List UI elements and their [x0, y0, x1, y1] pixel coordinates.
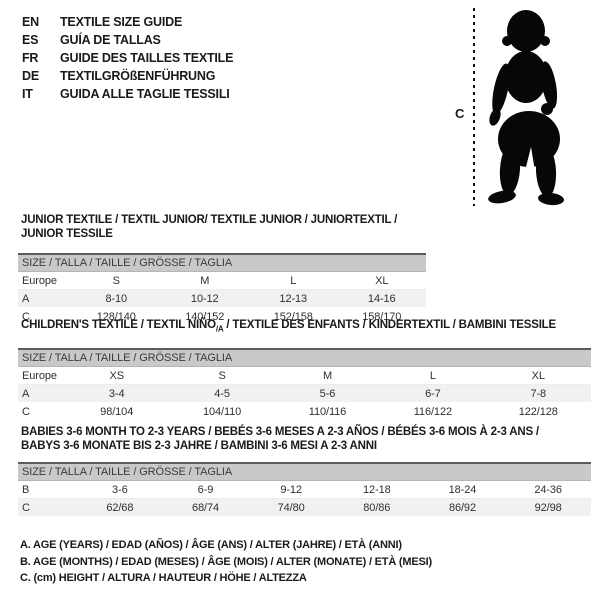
- size-value: 122/128: [518, 405, 558, 418]
- size-value: L: [380, 367, 485, 385]
- footnotes-block: [20, 537, 432, 587]
- childrens-textile-section: [18, 318, 591, 420]
- language-row: [22, 31, 233, 49]
- table-row: [18, 272, 426, 290]
- language-row: [22, 85, 233, 103]
- language-code: DE: [22, 69, 39, 83]
- row-label: C: [18, 499, 77, 517]
- size-header-bar: SIZE / TALLA / TAILLE / GRÖSSE / TAGLIA: [18, 254, 426, 272]
- language-title-block: [22, 13, 233, 103]
- size-value: 110/116: [308, 405, 347, 418]
- footnote-a: A. AGE (YEARS) / EDAD (AÑOS) / ÂGE (ANS) / ALTER (JAHRE) / ETÀ (ANNI): [20, 539, 402, 551]
- size-value: 7-8: [486, 385, 591, 403]
- row-label: A: [18, 290, 72, 308]
- language-code: EN: [22, 15, 39, 29]
- size-value: M: [161, 272, 250, 290]
- height-measure-label: C: [455, 106, 465, 121]
- size-value: XL: [486, 367, 591, 385]
- row-label: C: [22, 310, 30, 323]
- size-header-row: [18, 254, 426, 272]
- babies-textile-section: [18, 425, 591, 516]
- size-value: 92/98: [505, 499, 591, 517]
- height-measure-dashed-line: [473, 8, 475, 206]
- size-value: M: [275, 367, 380, 385]
- title-subscript: /A: [215, 324, 224, 334]
- size-value: S: [72, 272, 161, 290]
- size-value: 12-18: [334, 481, 420, 499]
- size-value: 12-13: [249, 290, 338, 308]
- size-value: 18-24: [420, 481, 506, 499]
- babies-size-table: [18, 462, 591, 516]
- childrens-section-title: CHILDREN'S TEXTILE / TEXTIL $NIÑO_{/A}$ / TEXTILE DES ENFANTS / KINDERTEXTIL / BAMBINI TESSILE: [21, 319, 556, 334]
- language-row: [22, 67, 233, 85]
- row-label: C: [22, 405, 30, 418]
- size-header-bar: SIZE / TALLA / TAILLE / GRÖSSE / TAGLIA: [18, 349, 591, 367]
- size-value: 98/104: [100, 405, 134, 418]
- babies-section-title: [21, 425, 591, 453]
- footnote-c: C. (cm) HEIGHT / ALTURA / HAUTEUR / HÖHE / ALTEZZA: [20, 572, 307, 584]
- language-code: IT: [22, 87, 33, 101]
- junior-section-title: JUNIOR TEXTILE / TEXTIL JUNIOR/ TEXTILE JUNIOR / JUNIORTEXTIL / JUNIOR TESSILE: [21, 214, 398, 240]
- size-header-bar: SIZE / TALLA / TAILLE / GRÖSSE / TAGLIA: [18, 463, 591, 481]
- footnote-b: B. AGE (MONTHS) / EDAD (MESES) / ÂGE (MOIS) / ALTER (MONATE) / ETÀ (MESI): [20, 555, 432, 568]
- size-value: 10-12: [161, 290, 250, 308]
- language-row: [22, 13, 233, 31]
- table-row: [18, 499, 591, 517]
- junior-textile-section: [18, 213, 426, 325]
- row-label: A: [18, 385, 64, 403]
- language-code: FR: [22, 51, 39, 65]
- size-value: XL: [338, 272, 427, 290]
- size-value: 68/74: [163, 499, 249, 517]
- size-value: 74/80: [248, 499, 334, 517]
- height-figure: [440, 0, 600, 215]
- size-value: 6-7: [380, 385, 485, 403]
- table-row: [18, 481, 591, 499]
- size-value: 3-6: [77, 481, 163, 499]
- size-header-row: [18, 349, 591, 367]
- size-value: 116/122: [413, 405, 452, 418]
- size-value: 152/158: [273, 310, 313, 323]
- row-label: Europe: [18, 272, 72, 290]
- babies-title-line2: BABYS 3-6 MONATE BIS 2-3 JAHRE / BAMBINI 3-6 MESI A 2-3 ANNI: [21, 440, 377, 452]
- size-value: 128/140: [96, 310, 136, 323]
- size-value: L: [249, 272, 338, 290]
- baby-silhouette-icon: [483, 9, 566, 207]
- size-value: 5-6: [275, 385, 380, 403]
- size-value: 8-10: [72, 290, 161, 308]
- table-row: [18, 403, 591, 421]
- size-value: 3-4: [64, 385, 169, 403]
- junior-size-table: [18, 253, 426, 325]
- size-value: 104/110: [202, 405, 242, 418]
- childrens-size-table: [18, 348, 591, 420]
- size-value: 140/152: [185, 310, 225, 323]
- language-row: [22, 49, 233, 67]
- table-row: [18, 385, 591, 403]
- size-value: 14-16: [338, 290, 427, 308]
- size-header-row: [18, 463, 591, 481]
- table-row: [18, 367, 591, 385]
- language-code: ES: [22, 33, 39, 47]
- size-value: 62/68: [77, 499, 163, 517]
- size-value: 86/92: [420, 499, 506, 517]
- language-label: GUÍA DE TALLAS: [60, 33, 161, 47]
- size-value: 158/170: [362, 310, 402, 323]
- size-value: 6-9: [163, 481, 249, 499]
- language-label: TEXTILGRÖßENFÜHRUNG: [60, 69, 216, 83]
- size-value: 24-36: [505, 481, 591, 499]
- babies-title-line1: BABIES 3-6 MONTH TO 2-3 YEARS / BEBÉS 3-6 MESES A 2-3 AÑOS / BÉBÉS 3-6 MOIS À 2-3 ANS /: [21, 426, 539, 438]
- size-value: 4-5: [169, 385, 274, 403]
- language-label: GUIDA ALLE TAGLIE TESSILI: [60, 87, 230, 101]
- size-value: XS: [64, 367, 169, 385]
- row-label: B: [18, 481, 77, 499]
- language-label: GUIDE DES TAILLES TEXTILE: [60, 51, 234, 65]
- size-value: S: [169, 367, 274, 385]
- size-value: 80/86: [334, 499, 420, 517]
- row-label: Europe: [18, 367, 64, 385]
- table-row: [18, 290, 426, 308]
- size-value: 9-12: [248, 481, 334, 499]
- language-label: TEXTILE SIZE GUIDE: [60, 15, 183, 29]
